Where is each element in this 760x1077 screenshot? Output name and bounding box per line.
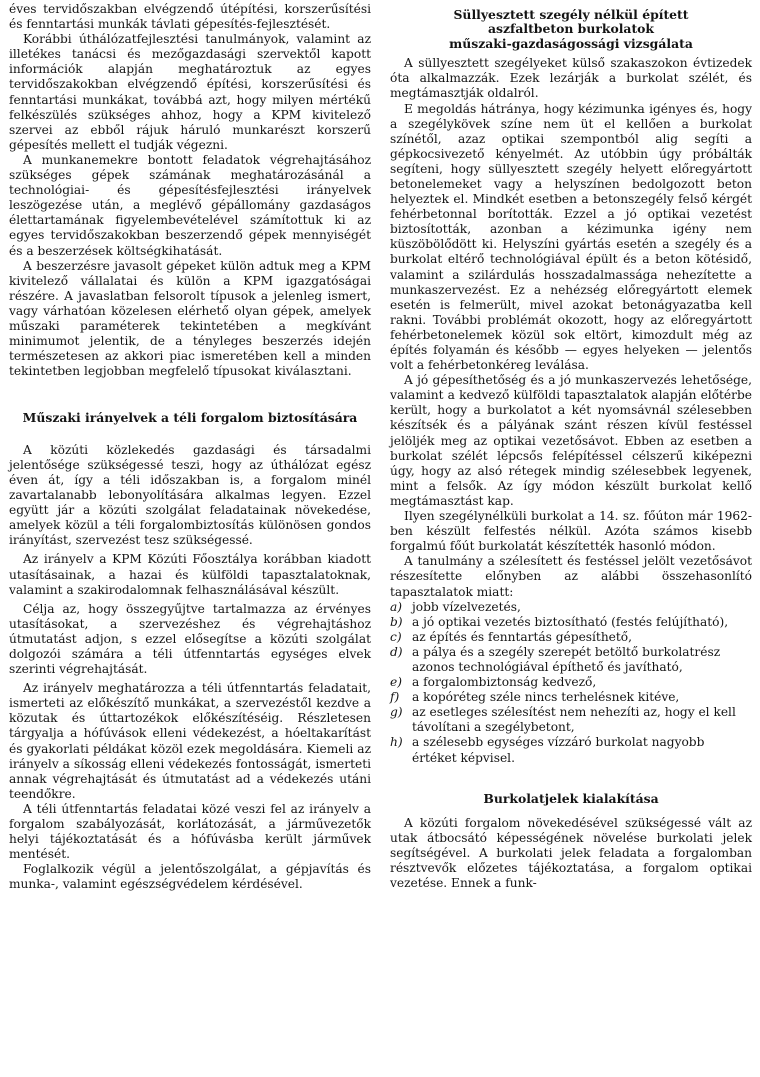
list-marker: g) bbox=[390, 705, 403, 720]
paragraph: A közúti közlekedés gazdasági és társadalmi jelentősége szükségessé teszi, hogy az úthálózat egész éven át, így a téli időszakban is, a forgalom minél zavartalanabb lebonyolítására alkalmas legyen. Ezzel együtt jár a közúti szolgálat feladatainak növekedése, amelyek közül a téli forgalombiztosítás különösen gondos irányítást, szervezést tesz szükségessé. bbox=[9, 442, 371, 548]
section-title-winter-traffic: Műszaki irányelvek a téli forgalom biztosítására bbox=[22, 410, 358, 426]
list-item-text: a forgalombiztonság kedvező, bbox=[412, 675, 597, 690]
list-item bbox=[390, 675, 752, 690]
paragraph: Foglalkozik végül a jelentőszolgálat, a gépjavítás és munka-, valamint egészségvédelem kérdésével. bbox=[9, 862, 371, 892]
list-marker: a) bbox=[390, 599, 403, 614]
paragraph: Ilyen szegélynélküli burkolat a 14. sz. főúton már 1962-ben készült felfestés nélkül. Azóta számos kisebb forgalmú főút burkolatát készítették hasonló módon. bbox=[390, 509, 752, 554]
paragraph: Az irányelv meghatározza a téli útfenntartás feladatait, ismerteti az előkészítő munkákat, a szervezéstől kezdve a közutak és úttartozékok előkészítéséig. Részletesen tárgyalja a hófúvások elleni védekezést, a hóeltakarítást és gyakorlati példákat közöl ezek megoldására. Kiemeli az irányelv a síkosság elleni védekezés fontosságát, ismerteti annak végrehajtását és útmutatást ad a védekezés utáni teendőkre. bbox=[9, 681, 371, 801]
paragraph: Korábbi úthálózatfejlesztési tanulmányok, valamint az illetékes tanácsi és mezőgazdasági szervektől kapott információk alapján meghatároztuk az egyes tervidőszakokban elvégzendő építési, korszerűsítési és fenntartási munkákat, továbbá azt, hogy milyen mértékű felkészülés szükséges ahhoz, hogy a KPM kivitelező szervei az ebből rájuk háruló munkarészt korszerű gépesítés mellett el tudják végezni. bbox=[9, 32, 371, 152]
list-item bbox=[390, 629, 752, 645]
paragraph: A beszerzésre javasolt gépeket külön adtuk meg a KPM kivitelező vállalatai és külön a KPM igazgatóságai részére. A javaslatban felsorolt típusok a jelenleg ismert, vagy várhatóan közelesen elérhető olyan gépek, amelyek műszaki paraméterek tekintetében a megkívánt minimumot jelentik, de a tényleges beszerzés idején természetesen az akkori piac ismeretében kell a minden tekintetben legjobban megfelelő típusokat kiválasztani. bbox=[9, 258, 371, 379]
list-item-text: a kopóréteg széle nincs terhelésnek kitéve, bbox=[412, 690, 680, 705]
list-item bbox=[390, 705, 752, 735]
paragraph: Az irányelv a KPM Közúti Főosztálya korábban kiadott utasításainak, a hazai és külföldi tapasztalatoknak, valamint a szakirodalomnak felhasználásával készült. bbox=[9, 552, 371, 597]
paragraph: E megoldás hátránya, hogy kézimunka igényes és, hogy a szegélykövek színe nem üt el kellően a burkolat színétől, azaz optikai szempontból alig segíti a gépkocsivezető kényelmét. Az utóbbin úgy próbálták segíteni, hogy süllyesztett szegély helyett előregyártott betonelemeket vagy a helyszínen bedolgozott beton helyeztek el. Mindkét esetben a betonszegély felső kérgét fehérbetonnal borították. Ezzel a jó optikai vezetést biztosították, azonban a kézimunka igény nem küszöbölődött ki. Helyszíni gyártás esetén a szegély és a burkolat eltérő technológiával épült és a beton kötésidő, valamint a szilárdulás hosszadalmassága nehezítette a munkaszervezést. Ez a nehézség előregyártott elemek esetén is felmerült, mivel azokat betonágyazatba kell rakni. További problémát okozott, hogy az előregyártott fehérbetonelemek közül sok eltört, kimozdult még az építés folyamán és később — egyes helyeken — jelentős volt a fehérbetonkéreg leválása. bbox=[390, 101, 752, 373]
list-marker: c) bbox=[390, 629, 402, 644]
list-item-text: jobb vízelvezetés, bbox=[412, 599, 521, 614]
paragraph: A munkanemekre bontott feladatok végrehajtásához szükséges gépek számának meghatározásánál a technológiai- és gépesítésfejlesztési irányelvek leszögezése után, a meglévő gépállomány gazdaságos élettartamának figyelembevételével számítottuk ki az egyes tervidőszakokban beszerzendő gépek mennyiségét és a beszerzések költségkihatását. bbox=[9, 152, 371, 258]
paragraph: Célja az, hogy összegyűjtve tartalmazza az érvényes utasításokat, a szervezéshez és végrehajtáshoz útmutatást adjon, s ezzel elősegítse a közúti szolgálat dolgozói számára a téli útfenntartás egységes elvek szerinti végrehajtását. bbox=[9, 601, 371, 677]
list-marker: d) bbox=[390, 644, 403, 659]
article-title-line: Süllyesztett szegély nélkül épített bbox=[453, 7, 689, 22]
paragraph: A süllyesztett szegélyeket külső szakaszokon évtizedek óta alkalmazzák. Ezek lezárják a burkolat szélét, és megtámasztják oldalról. bbox=[390, 56, 752, 101]
list-item-text: az építés és fenntartás gépesíthető, bbox=[412, 629, 633, 644]
list-item bbox=[390, 614, 752, 630]
section-title-road-markings: Burkolatjelek kialakítása bbox=[483, 790, 659, 806]
list-marker: h) bbox=[390, 735, 403, 750]
list-item bbox=[390, 644, 752, 675]
list-item-text: az esetleges szélesítést nem nehezíti az, hogy el kell távolítani a szegélybetont, bbox=[412, 705, 736, 735]
list-item bbox=[390, 735, 752, 765]
list-item bbox=[390, 599, 752, 615]
advantages-list bbox=[390, 600, 752, 766]
list-marker: b) bbox=[390, 614, 403, 629]
list-item-text: a jó optikai vezetés biztosítható (festés felújítható), bbox=[412, 614, 729, 629]
article-title-line: aszfaltbeton burkolatok bbox=[487, 21, 655, 37]
right-column bbox=[390, 2, 752, 1077]
list-marker: e) bbox=[390, 675, 402, 690]
paragraph: A téli útfenntartás feladatai közé veszi fel az irányelv a forgalom szabályozását, korlátozását, a járművezetők helyi tájékoztatását és a hófúvásba került járművek mentését. bbox=[9, 801, 371, 862]
paragraph: A tanulmány a szélesített és festéssel jelölt vezetősávot részesítette előnyben az alábbi összehasonlító tapasztalatok miatt: bbox=[390, 554, 752, 599]
list-item-text: a szélesebb egységes vízzáró burkolat nagyobb értéket képvisel. bbox=[412, 735, 705, 765]
paragraph: A közúti forgalom növekedésével szükségessé vált az utak átbocsátó képességének növelése burkolati jelek segítségével. A burkolati jelek feladata a forgalomban résztvevők előzetes tájékoztatása, a forgalom optikai vezetése. Ennek a funk- bbox=[390, 816, 752, 891]
article-title-line: műszaki-gazdaságossági vizsgálata bbox=[449, 35, 693, 51]
list-marker: f) bbox=[390, 690, 400, 705]
list-item-text: a pálya és a szegély szerepét betöltő burkolatrész azonos technológiával építhető és javítható, bbox=[412, 644, 721, 674]
paragraph: A jó gépesíthetőség és a jó munkaszervezés lehetősége, valamint a kedvező külföldi tapasztalatok alapján előtérbe került, hogy a burkolatot a két nyomsávnál szélesebben készítsék és a pályának szánt részen kívül festéssel jelöljék meg az optikai vezetősávot. Ebben az esetben a burkolat szélét lépcsős felépítéssel célszerű kiképezni úgy, hogy az alsó rétegek mindig szélesebbek legyenek, mint a felsők. Az így módon készült burkolat kellő megtámasztást kap. bbox=[390, 373, 752, 508]
list-item bbox=[390, 690, 752, 705]
article-title bbox=[390, 8, 752, 51]
paragraph-continued: éves tervidőszakban elvégzendő útépítési, korszerűsítési és fenntartási munkák távlati gépesítés-fejlesztését. bbox=[9, 2, 371, 32]
left-column bbox=[9, 2, 371, 1077]
